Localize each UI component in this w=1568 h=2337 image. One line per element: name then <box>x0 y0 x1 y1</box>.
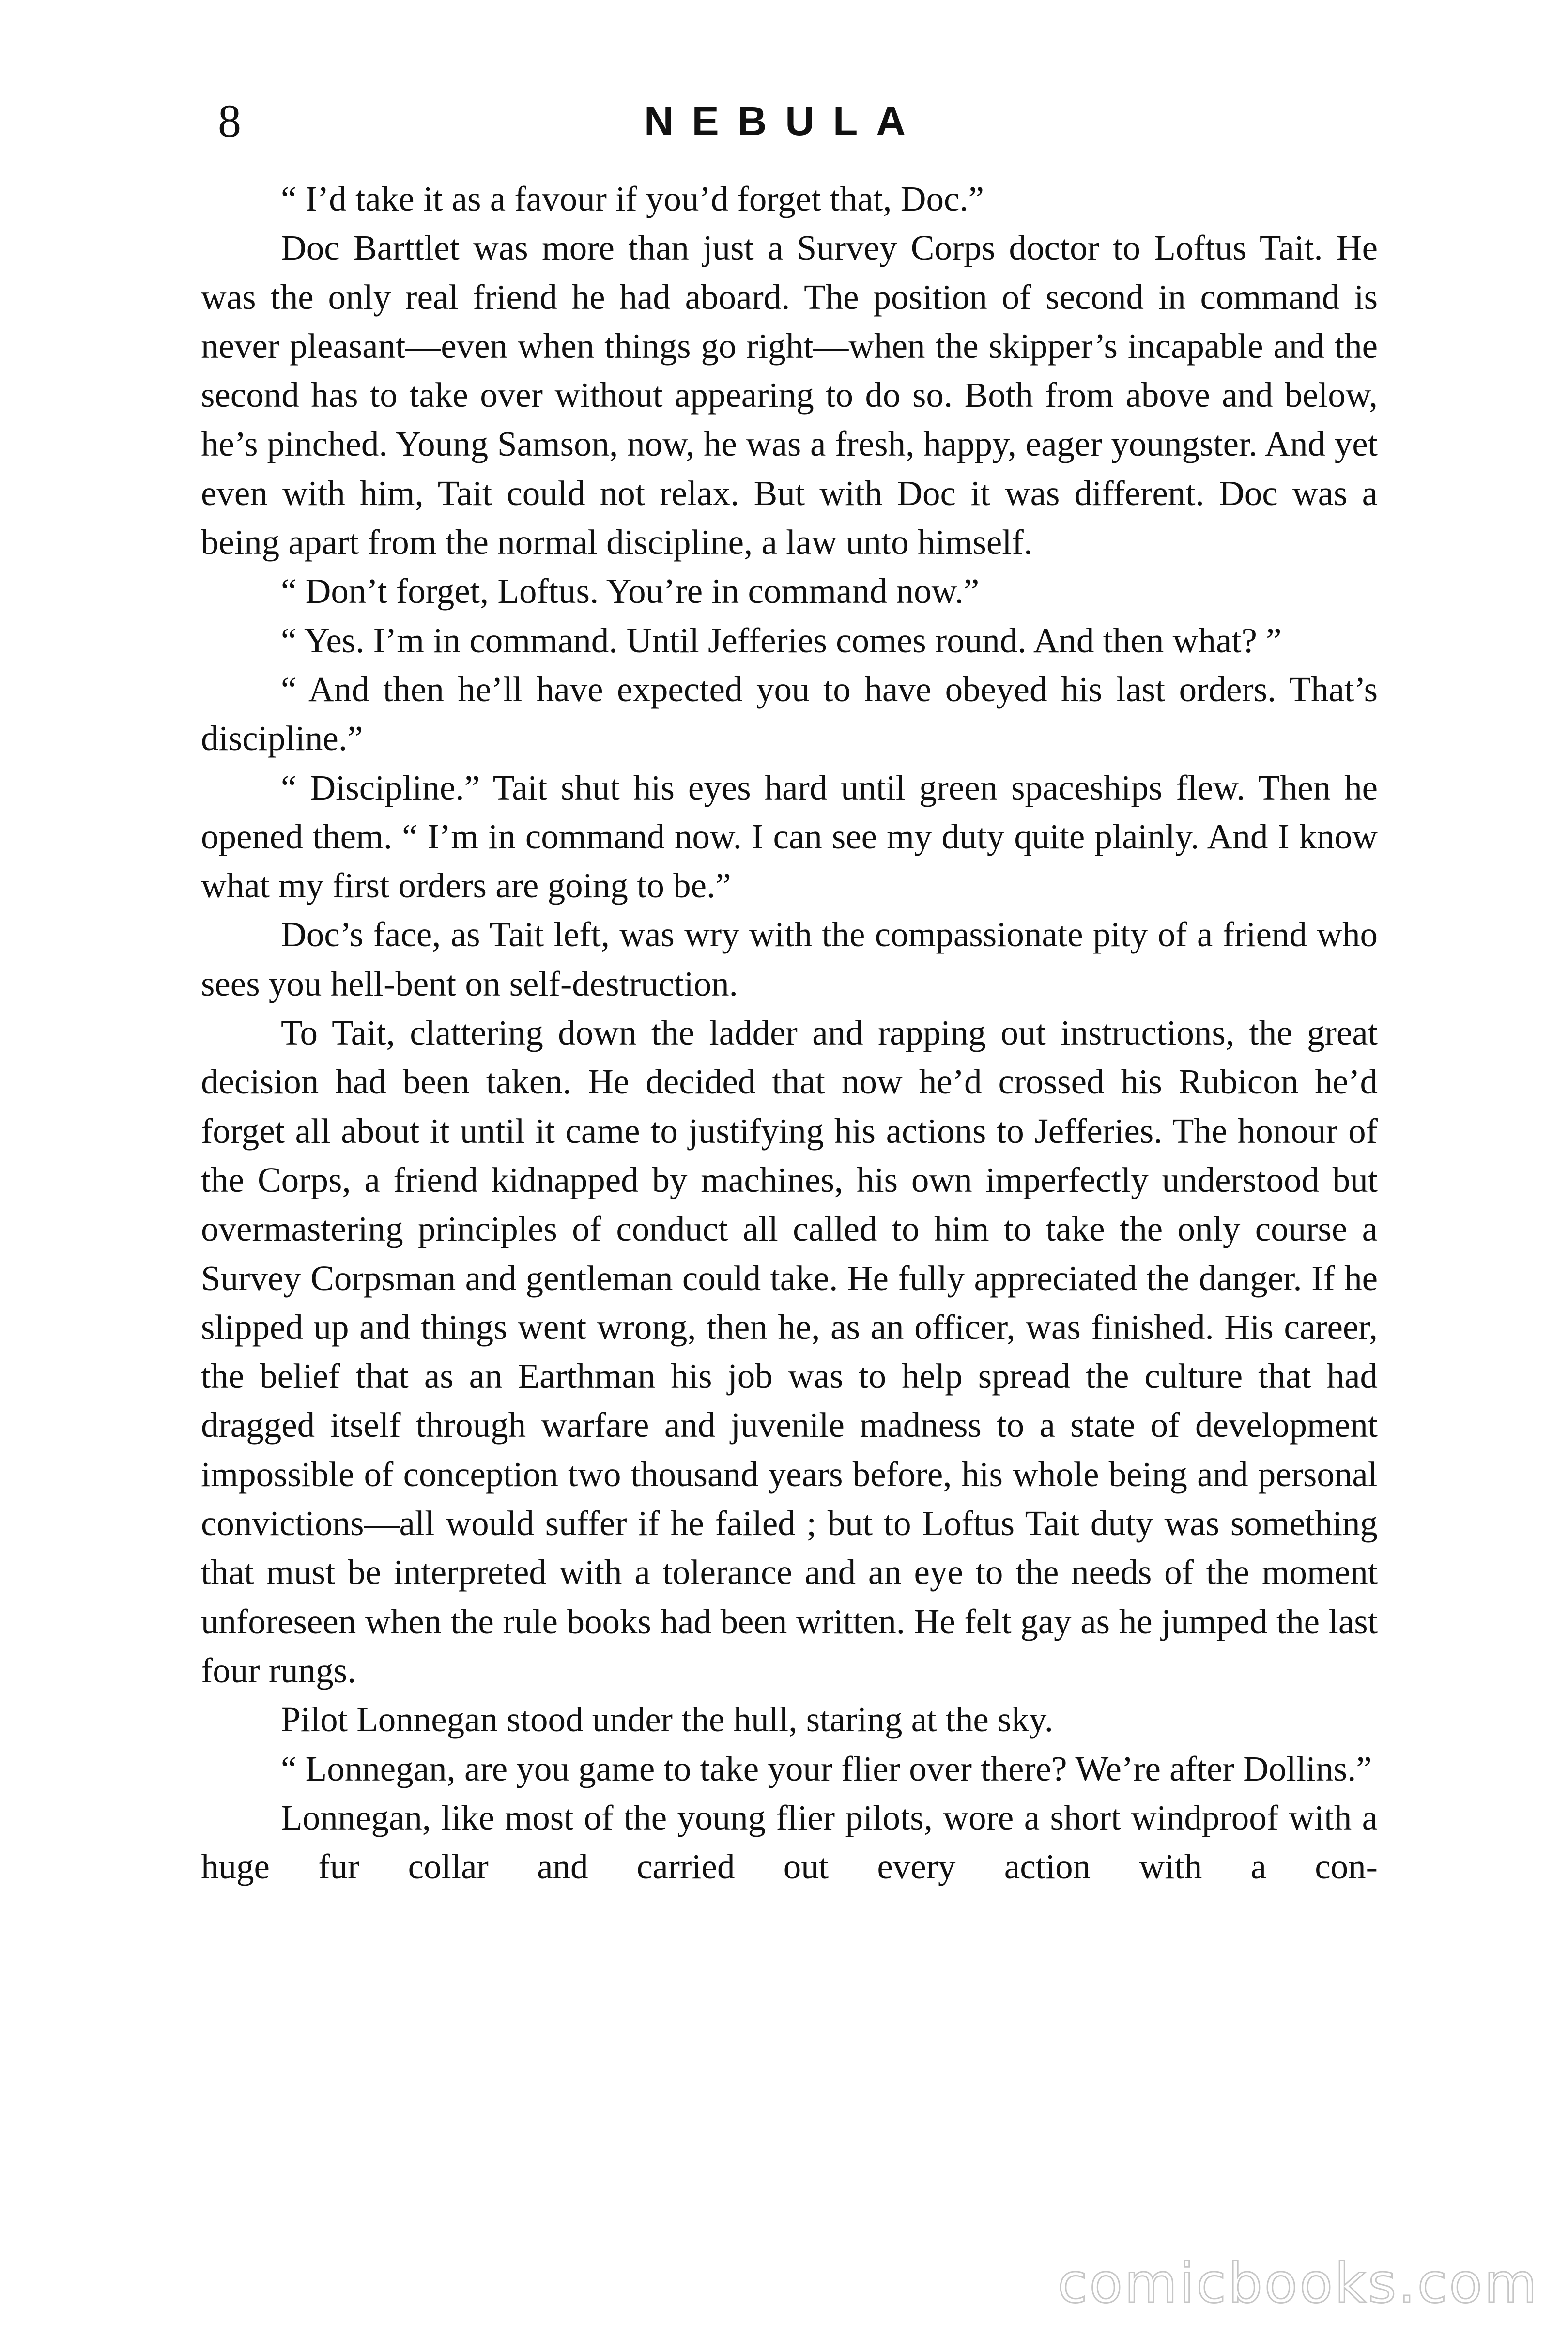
paragraph: “ Discipline.” Tait shut his eyes hard until green spaceships flew. Then he opened them. “ I’m in command now. I can see my duty quite plainly. And I know what my first orders are going to be.” <box>201 768 1378 906</box>
paragraph: Lonnegan, like most of the young flier pilots, wore a short windproof with a huge fur collar and carried out every action with a con- <box>201 1798 1378 1887</box>
watermark: comicbooks.com <box>1057 2252 1539 2315</box>
paragraph: “ And then he’ll have expected you to have obeyed his last orders. That’s discipline.” <box>201 669 1378 758</box>
paragraph: “ Don’t forget, Loftus. You’re in command now.” <box>281 571 980 611</box>
page-header <box>0 87 1568 155</box>
paragraph: Doc Barttlet was more than just a Survey Corps doctor to Loftus Tait. He was the only real friend he had aboard. The position of second in command is never pleasant—even when things go right—when the skipper’s incapable and the second has to take over without appearing to do so. Both from above and below, he’s pinched. Young Samson, now, he was a fresh, happy, eager youngster. And yet even with him, Tait could not relax. But with Doc it was different. Doc was a being apart from the normal discipline, a law unto himself. <box>201 228 1378 562</box>
paragraph: To Tait, clattering down the ladder and rapping out instructions, the great decision had been taken. He decided that now he’d crossed his Rubicon he’d forget all about it until it came to justifying his actions to Jefferies. The honour of the Corps, a friend kidnapped by machines, his own imperfectly understood but overmastering principles of conduct all called to him to take the only course a Survey Corpsman and gentleman could take. He fully appreciated the danger. If he slipped up and things went wrong, then he, as an officer, was finished. His career, the belief that as an Earthman his job was to help spread the culture that had dragged itself through warfare and juvenile madness to a state of development impossible of conception two thousand years before, his whole being and personal convictions—all would suffer if he failed ; but to Loftus Tait duty was something that must be interpreted with a tolerance and an eye to the needs of the moment unforeseen when the rule books had been written. He felt gay as he jumped the last four rungs. <box>201 1013 1378 1690</box>
body-text <box>201 174 1378 1891</box>
paragraph: “ Yes. I’m in command. Until Jefferies comes round. And then what? ” <box>281 620 1282 660</box>
paragraph: “ I’d take it as a favour if you’d forget that, Doc.” <box>281 179 984 218</box>
paragraph: Doc’s face, as Tait left, was wry with the compassionate pity of a friend who sees you hell-bent on self-destruction. <box>201 915 1378 1003</box>
page-number: 8 <box>218 95 241 147</box>
paragraph: Pilot Lonnegan stood under the hull, staring at the sky. <box>281 1700 1053 1739</box>
running-title: NEBULA <box>644 98 924 144</box>
paragraph: “ Lonnegan, are you game to take your flier over there? We’re after Dollins.” <box>281 1749 1372 1788</box>
